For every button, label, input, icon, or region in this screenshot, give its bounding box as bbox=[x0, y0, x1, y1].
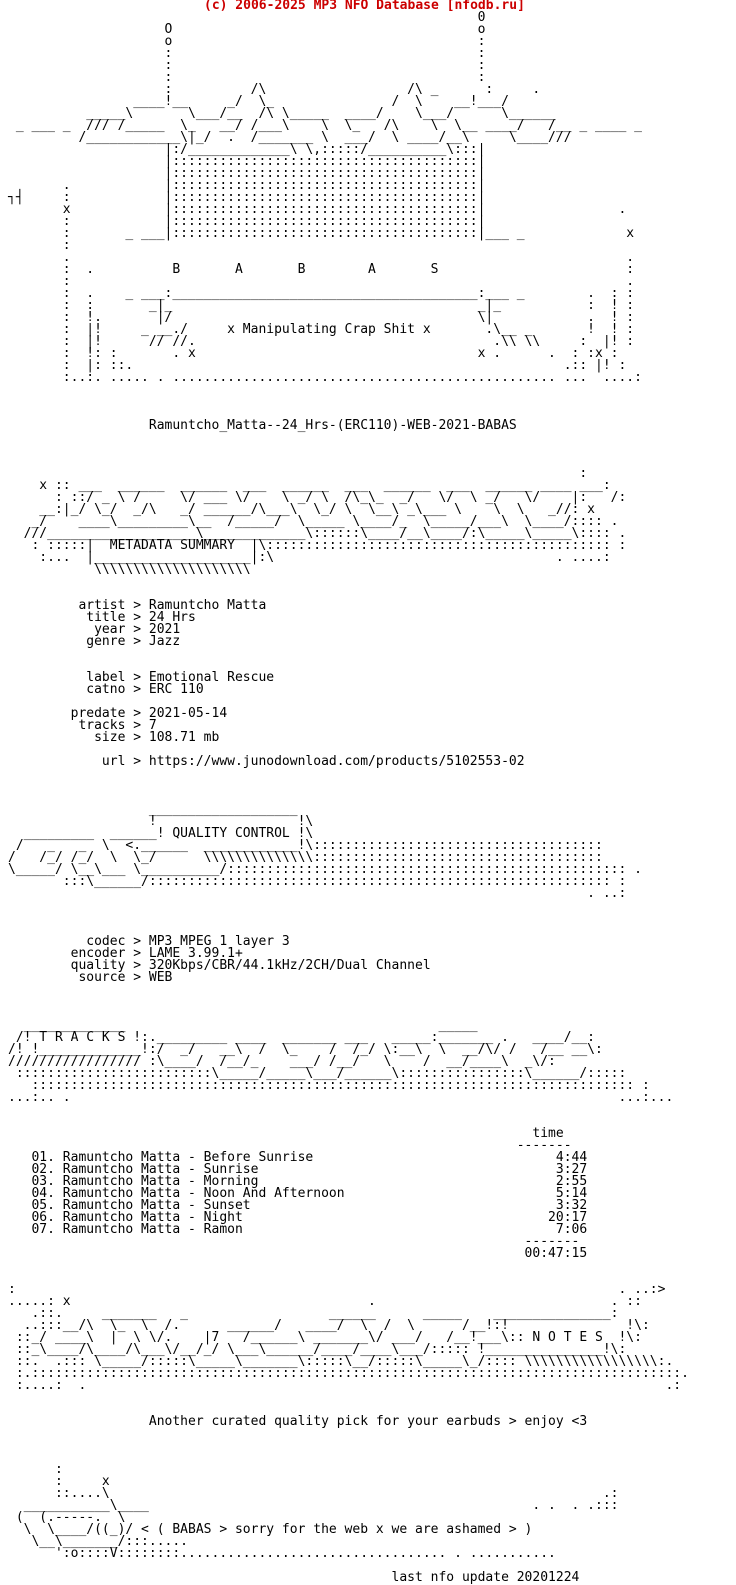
nfo-line: 01. Ramuntcho Matta - Before Sunrise 4:44 bbox=[8, 1150, 588, 1165]
nfo-line: : |:::::::::::::::::::::::::::::::::::::::| bbox=[8, 214, 486, 229]
nfo-body bbox=[8, 12, 689, 1584]
nfo-line: \\\\\\\\\\\\\\\\\\\\ bbox=[8, 562, 251, 577]
nfo-line: : _ ___|:::::::::::::::::::::::::::::::::::::::|___ _ x bbox=[8, 226, 635, 241]
nfo-line: \__\_______/:::..... bbox=[8, 1534, 189, 1549]
nfo-line: _/ ____\_________\__ /_____/ \_____ \____/_ \_____/___\ \____/:::: . bbox=[8, 514, 619, 529]
nfo-line: catno > ERC 110 bbox=[8, 682, 204, 697]
nfo-line: ___________________ bbox=[8, 802, 298, 817]
nfo-line: : x bbox=[8, 1474, 110, 1489]
nfo-line: predate > 2021-05-14 bbox=[8, 706, 228, 721]
nfo-line: _________ ______! QUALITY CONTROL !\ bbox=[8, 826, 314, 841]
nfo-line: / _ _ \ <.______ ____________!\::::::::::::::::::::::::::::::::::::: bbox=[8, 838, 603, 853]
nfo-line: source > WEB bbox=[8, 970, 173, 985]
nfo-line: ///////////////// :\____/ /__/_ ___/ /__/ \ / __/____\ _\/: bbox=[8, 1054, 556, 1069]
nfo-line: 03. Ramuntcho Matta - Morning 2:55 bbox=[8, 1174, 588, 1189]
nfo-line bbox=[8, 900, 689, 912]
nfo-line: : : bbox=[8, 58, 486, 73]
nfo-line: o : bbox=[8, 34, 486, 49]
nfo-line: time bbox=[8, 1126, 564, 1141]
nfo-line: quality > 320Kbps/CBR/44.1kHz/2CH/Dual Channel bbox=[8, 958, 431, 973]
nfo-line: : !: : . x x . . : :x : bbox=[8, 346, 619, 361]
nfo-line: ! !\ bbox=[8, 814, 314, 829]
nfo-line bbox=[8, 996, 689, 1008]
nfo-line bbox=[8, 1428, 689, 1440]
nfo-line: 07. Ramuntcho Matta - Ramon 7:06 bbox=[8, 1222, 588, 1237]
nfo-line: __:|_/ \_/ _/\ _/ ______/\___\ \_/ \ \__\ _\___ \ \ \ _//: x bbox=[8, 502, 595, 517]
nfo-line: genre > Jazz bbox=[8, 634, 181, 649]
nfo-line: :::\______/::::::::::::::::::::::::::::::::::::::::::::::::::::::::::: : bbox=[8, 874, 627, 889]
nfo-line: : bbox=[8, 1462, 63, 1477]
nfo-line: 0 bbox=[8, 10, 486, 25]
nfo-line: year > 2021 bbox=[8, 622, 181, 637]
nfo-line: \_____/ \__\___ \__________/::::::::::::::::::::::::::::::::::::::::::::::::::: . bbox=[8, 862, 642, 877]
nfo-line bbox=[8, 1104, 689, 1116]
nfo-line: 06. Ramuntcho Matta - Night 20:17 bbox=[8, 1210, 588, 1225]
nfo-line: /! !_____________!:/ _/ __\ / \_ / /_/ \:__\ \ __/\/ / /__ __\: bbox=[8, 1042, 603, 1057]
nfo-line: / /_/ /_/ \ \_/ \\\\\\\\\\\\\\::::::::::::::::::::::::::::::::::::: bbox=[8, 850, 603, 865]
nfo-line: : ::/ _ \ / \/ ___ \/ \ _/ \ /\_\_ _/ \/ \ _/ \/ |: /: bbox=[8, 490, 627, 505]
nfo-line: title > 24 Hrs bbox=[8, 610, 196, 625]
nfo-line: ::. .::: \_____/:::::\_____\_______\:::::\__/:::::\_____\_/:::: \\\\\\\\\\\\\\\\\:. bbox=[8, 1354, 674, 1369]
nfo-line: tracks > 7 bbox=[8, 718, 157, 733]
nfo-database-credit: (c) 2006-2025 MP3 NFO Database [nfodb.ru] bbox=[204, 0, 525, 13]
nfo-line: : |: ::. .:: |! : bbox=[8, 358, 627, 373]
nfo-line bbox=[8, 396, 689, 408]
nfo-line: /____________\|_/ . /_______ \ ___/ \ ____/__\ \____/// bbox=[8, 130, 572, 145]
nfo-line bbox=[8, 444, 689, 456]
nfo-line: /! T R A C K S !:._________ ____ _______ ___ _____:_______ . ____/__: bbox=[8, 1030, 595, 1045]
nfo-line: : bbox=[8, 238, 71, 253]
nfo-line bbox=[8, 1440, 689, 1452]
nfo-line: ┐┤ : |:::::::::::::::::::::::::::::::::::::::| bbox=[8, 190, 486, 205]
nfo-line: . ..: bbox=[8, 886, 627, 901]
nfo-line bbox=[8, 1392, 689, 1404]
nfo-line: artist > Ramuntcho Matta bbox=[8, 598, 267, 613]
nfo-line bbox=[8, 432, 689, 444]
nfo-line: ::....\ .: bbox=[8, 1486, 619, 1501]
nfo-line: : . _ ___:_______________________________________:___ _ . : : bbox=[8, 286, 635, 301]
nfo-line: . |:::::::::::::::::::::::::::::::::::::::| bbox=[8, 178, 486, 193]
nfo-line: ____!__ _/ \_ / \ __!___/ bbox=[8, 94, 509, 109]
nfo-line: : bbox=[8, 466, 588, 481]
nfo-line: codec > MP3 MPEG 1 layer 3 bbox=[8, 934, 290, 949]
nfo-line: Ramuntcho_Matta--24_Hrs-(ERC110)-WEB-2021-BABAS bbox=[8, 418, 517, 433]
nfo-line: ::_\____/\____/\___\/__/_/ \___\______/____/____\___/::::: !_______________!\: bbox=[8, 1342, 627, 1357]
nfo-line: :... |____________________|:\ . ....: bbox=[8, 550, 611, 565]
nfo-line bbox=[8, 384, 689, 396]
nfo-line: : : bbox=[8, 70, 486, 85]
nfo-line bbox=[8, 768, 689, 780]
nfo-line: 04. Ramuntcho Matta - Noon And Afternoon 5:14 bbox=[8, 1186, 588, 1201]
nfo-line: : /\ /\ _ : . bbox=[8, 82, 541, 97]
nfo-line bbox=[8, 912, 689, 924]
nfo-line bbox=[8, 576, 689, 588]
nfo-line: : |! _ __./ x Manipulating Crap Shit x .\__ _ ! ! : bbox=[8, 322, 635, 337]
nfo-line: _ ___ _ /// /_____ \_ __/ /___\ \ \_ /\ \ \__ ____/ /__ _ ____ _ bbox=[8, 118, 642, 133]
nfo-line: ///___________________\_____________\::::::\____/__\____/:\_____\_____\:::: . bbox=[8, 526, 627, 541]
nfo-line: .::. _______ _ ______ _____ _______________: bbox=[8, 1306, 619, 1321]
nfo-line: |:/_____________\ \,:::::/__________\:::| bbox=[8, 142, 486, 157]
nfo-line bbox=[8, 984, 689, 996]
nfo-line: encoder > LAME 3.99.1+ bbox=[8, 946, 243, 961]
nfo-line: : !. |/ \| . ! : bbox=[8, 310, 635, 325]
nfo-line: x :: ___ ______ ______ ___ ______ ___ ______ ___ ______ ____ ___: bbox=[8, 478, 611, 493]
nfo-line: : . B A B A S : bbox=[8, 262, 635, 277]
nfo-line: : : _|_ _|_ : ! : bbox=[8, 298, 635, 313]
nfo-line: : |! // //. .\\ \\ : |! : bbox=[8, 334, 635, 349]
nfo-line: .....: x . . :: bbox=[8, 1294, 642, 1309]
nfo-line: : : bbox=[8, 46, 486, 61]
nfo-line: ...:.. . ...:... bbox=[8, 1090, 674, 1105]
nfo-line: :....: . .: bbox=[8, 1378, 682, 1393]
nfo-line: last nfo update 20201224 bbox=[8, 1570, 580, 1585]
nfo-line: _____________ _____ bbox=[8, 1018, 478, 1033]
nfo-document bbox=[8, 0, 689, 1584]
nfo-line: ------- bbox=[8, 1138, 572, 1153]
nfo-line bbox=[8, 1260, 689, 1272]
nfo-line: ::_/ ____\ | \ \/. |7 /______\ _______\/ ___/ /__!___\:: N O T E S !\: bbox=[8, 1330, 642, 1345]
nfo-line: x |:::::::::::::::::::::::::::::::::::::::| . bbox=[8, 202, 627, 217]
nfo-line: ':o::::V::::::::.................................. . ........... bbox=[8, 1546, 556, 1561]
nfo-line: _____\ \___/__ /\ \_____ ____/ \___/ \______ bbox=[8, 106, 556, 121]
nfo-line: 00:47:15 bbox=[8, 1246, 588, 1261]
nfo-line: ( (.-----. \ bbox=[8, 1510, 126, 1525]
nfo-line: 05. Ramuntcho Matta - Sunset 3:32 bbox=[8, 1198, 588, 1213]
nfo-line: : . bbox=[8, 274, 635, 289]
nfo-line: : . ..:> bbox=[8, 1282, 666, 1297]
nfo-line bbox=[8, 648, 689, 660]
nfo-line: |:::::::::::::::::::::::::::::::::::::::| bbox=[8, 166, 486, 181]
nfo-line: :::::::::::::::::::::::::\_____/_____\___/______\::::::::::::::::\______/::::: bbox=[8, 1066, 627, 1081]
nfo-line: Another curated quality pick for your earbuds > enjoy <3 bbox=[8, 1414, 588, 1429]
nfo-line: url > https://www.junodownload.com/products/5102553-02 bbox=[8, 754, 525, 769]
nfo-line: ___________\____ . . . .::: bbox=[8, 1498, 619, 1513]
nfo-line: size > 108.71 mb bbox=[8, 730, 220, 745]
nfo-line: \ \____/((_)/ < ( BABAS > sorry for the web x we are ashamed > ) bbox=[8, 1522, 533, 1537]
nfo-line: : :::::| METADATA SUMMARY |\:::::::::::::::::::::::::::::::::::::::::::: : bbox=[8, 538, 627, 553]
nfo-line: :..:. ..... . ................................................. ... ....: bbox=[8, 370, 642, 385]
nfo-line: ..:::__/\ \_ \ /. ______/ ____/ \ / \ /__!:! !\: bbox=[8, 1318, 650, 1333]
nfo-line: O o bbox=[8, 22, 486, 37]
nfo-line: :.:::::::::::::::::::::::::::::::::::::::::::::::::::::::::::::::::::::::::::::::::::. bbox=[8, 1366, 689, 1381]
nfo-line: label > Emotional Rescue bbox=[8, 670, 275, 685]
nfo-line bbox=[8, 780, 689, 792]
nfo-line: ------- bbox=[8, 1234, 580, 1249]
nfo-line: |:::::::::::::::::::::::::::::::::::::::| bbox=[8, 154, 486, 169]
nfo-line: ::::::::::::::::::::::::::::::::::::::::::::::::::::::::::::::::::::::::::::: : bbox=[8, 1078, 650, 1093]
nfo-line bbox=[8, 1452, 689, 1464]
nfo-line: . . bbox=[8, 250, 635, 265]
nfo-line: 02. Ramuntcho Matta - Sunrise 3:27 bbox=[8, 1162, 588, 1177]
